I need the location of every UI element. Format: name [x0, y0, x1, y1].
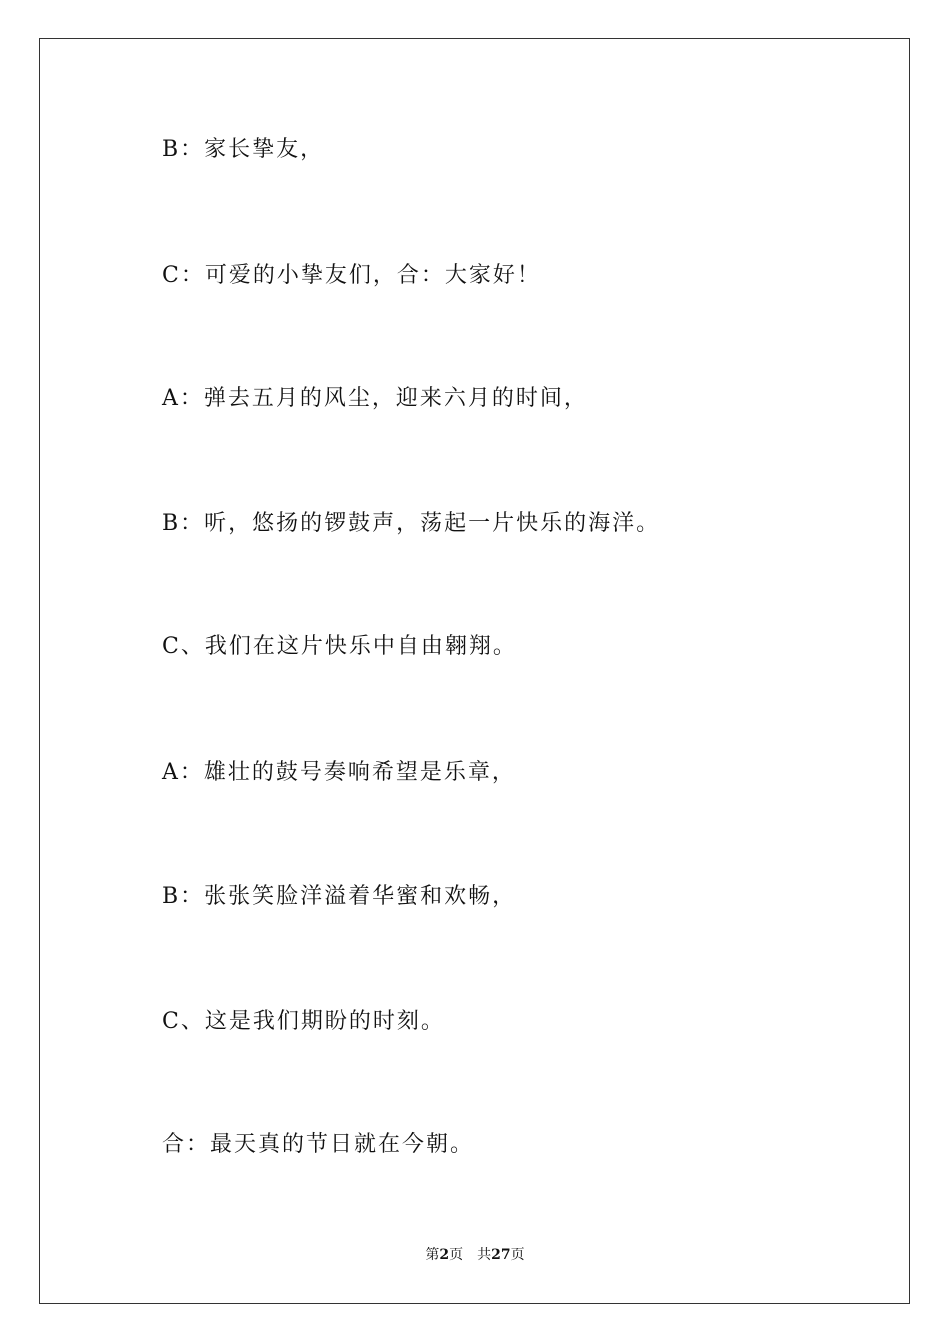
- dialogue-line: B：张张笑脸洋溢着华蜜和欢畅，: [162, 884, 517, 909]
- dialogue-line: B：家长挚友，: [162, 137, 325, 162]
- dialogue-line: A：雄壮的鼓号奏响希望是乐章，: [162, 760, 516, 785]
- total-suffix: 页: [510, 1247, 525, 1263]
- dialogue-line: 合：最天真的节日就在今朝。: [162, 1132, 475, 1157]
- dialogue-line: C、我们在这片快乐中自由翱翔。: [162, 634, 517, 659]
- page-prefix: 第: [425, 1247, 440, 1263]
- dialogue-line: A：弹去五月的风尘，迎来六月的时间，: [162, 386, 588, 411]
- total-pages: 27: [491, 1247, 511, 1263]
- page-suffix: 页: [449, 1247, 464, 1263]
- page-number: 2: [439, 1247, 450, 1263]
- total-prefix: 共: [477, 1247, 492, 1263]
- page-footer: [0, 1246, 950, 1264]
- dialogue-line: B：听，悠扬的锣鼓声，荡起一片快乐的海洋。: [162, 511, 661, 536]
- page-border: [39, 38, 910, 1304]
- dialogue-line: C：可爱的小挚友们，合：大家好！: [162, 263, 541, 288]
- dialogue-line: C、这是我们期盼的时刻。: [162, 1009, 445, 1034]
